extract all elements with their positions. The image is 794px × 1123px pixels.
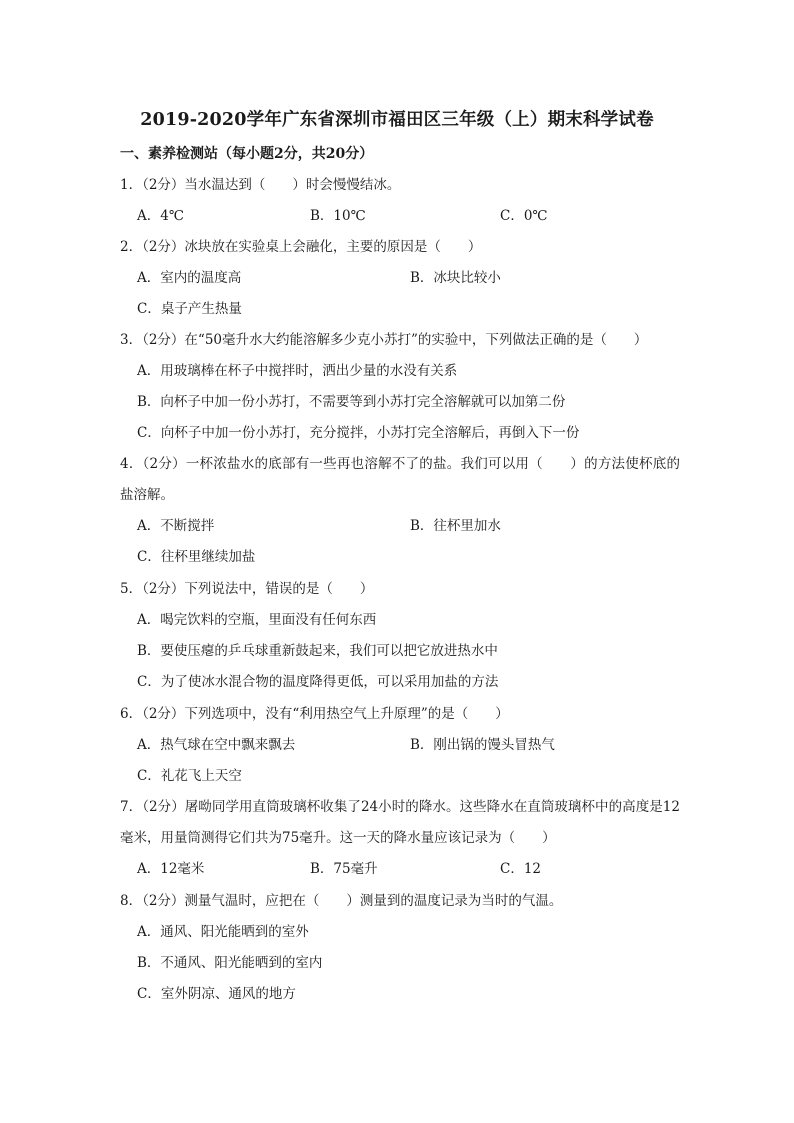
- option-row: [120, 511, 680, 542]
- option-b: B．冰块比较小: [410, 270, 501, 286]
- section-heading: 一、素养检测站（每小题2分，共20分）: [120, 146, 374, 162]
- question-stem: 5．（2分）下列说法中，错误的是（ ）: [120, 581, 374, 597]
- option-row: [120, 356, 680, 387]
- option-b: B．刚出锅的馒头冒热气: [410, 737, 555, 753]
- option-a: A．不断搅拌: [137, 518, 215, 534]
- question-stem: 4．（2分）一杯浓盐水的底部有一些再也溶解不了的盐。我们可以用（ ）的方法使杯底的盐溶解。: [120, 456, 680, 503]
- option-row: [120, 854, 680, 885]
- option-b: B．75毫升: [310, 861, 378, 877]
- option-c: C．为了使冰水混合物的温度降得更低，可以采用加盐的方法: [137, 674, 499, 690]
- question-stem: 7．（2分）屠呦同学用直筒玻璃杯收集了24小时的降水。这些降水在直筒玻璃杯中的高度是12毫米，用量筒测得它们共为75毫升。这一天的降水量应该记录为（ ）: [120, 799, 680, 846]
- question-stem: 1．（2分）当水温达到（ ）时会慢慢结冰。: [120, 177, 401, 193]
- option-row: [120, 667, 680, 698]
- option-c: C．0℃: [500, 208, 548, 224]
- question-3: [120, 325, 680, 449]
- option-c: C．12: [500, 861, 542, 877]
- option-c: C．桌子产生热量: [137, 301, 242, 317]
- option-c: C．礼花飞上天空: [137, 768, 242, 784]
- option-a: A．热气球在空中飘来飘去: [137, 737, 296, 753]
- question-stem: 6．（2分）下列选项中，没有“利用热空气上升原理”的是（ ）: [120, 706, 509, 722]
- option-row: [120, 979, 680, 1010]
- question-4: [120, 449, 680, 573]
- option-c: C．往杯里继续加盐: [137, 549, 256, 565]
- option-row: [120, 948, 680, 979]
- option-row: [120, 542, 680, 573]
- question-7: [120, 792, 680, 885]
- option-b: B．不通风、阳光能晒到的室内: [137, 955, 323, 971]
- option-b: B．要使压瘪的乒乓球重新鼓起来，我们可以把它放进热水中: [137, 643, 498, 659]
- option-row: [120, 730, 680, 761]
- question-8: [120, 886, 680, 1010]
- option-a: A．通风、阳光能晒到的室外: [137, 924, 309, 940]
- option-row: [120, 917, 680, 948]
- option-c: C．室外阴凉、通风的地方: [137, 986, 296, 1002]
- option-row: [120, 201, 680, 232]
- question-5: [120, 574, 680, 698]
- option-row: [120, 418, 680, 449]
- option-b: B．往杯里加水: [410, 518, 501, 534]
- option-b: B．向杯子中加一份小苏打，不需要等到小苏打完全溶解就可以加第二份: [137, 394, 566, 410]
- option-row: [120, 294, 680, 325]
- option-c: C．向杯子中加一份小苏打，充分搅拌，小苏打完全溶解后，再倒入下一份: [137, 425, 580, 441]
- page-title: 2019-2020学年广东省深圳市福田区三年级（上）期末科学试卷: [140, 110, 654, 130]
- option-a: A．用玻璃棒在杯子中搅拌时，洒出少量的水没有关系: [137, 363, 458, 379]
- option-row: [120, 605, 680, 636]
- option-row: [120, 761, 680, 792]
- option-b: B．10℃: [310, 208, 366, 224]
- option-a: A．喝完饮料的空瓶，里面没有任何东西: [137, 612, 377, 628]
- option-row: [120, 263, 680, 294]
- option-row: [120, 636, 680, 667]
- question-stem: 2．（2分）冰块放在实验桌上会融化，主要的原因是（ ）: [120, 239, 482, 255]
- question-6: [120, 699, 680, 792]
- option-a: A．室内的温度高: [137, 270, 242, 286]
- option-a: A．4℃: [137, 208, 184, 224]
- question-1: [120, 170, 680, 232]
- option-a: A．12毫米: [137, 861, 205, 877]
- question-stem: 8．（2分）测量气温时，应把在（ ）测量到的温度记录为当时的气温。: [120, 893, 563, 909]
- question-stem: 3．（2分）在“50毫升水大约能溶解多少克小苏打”的实验中，下列做法正确的是（ ）: [120, 332, 648, 348]
- option-row: [120, 387, 680, 418]
- question-2: [120, 232, 680, 325]
